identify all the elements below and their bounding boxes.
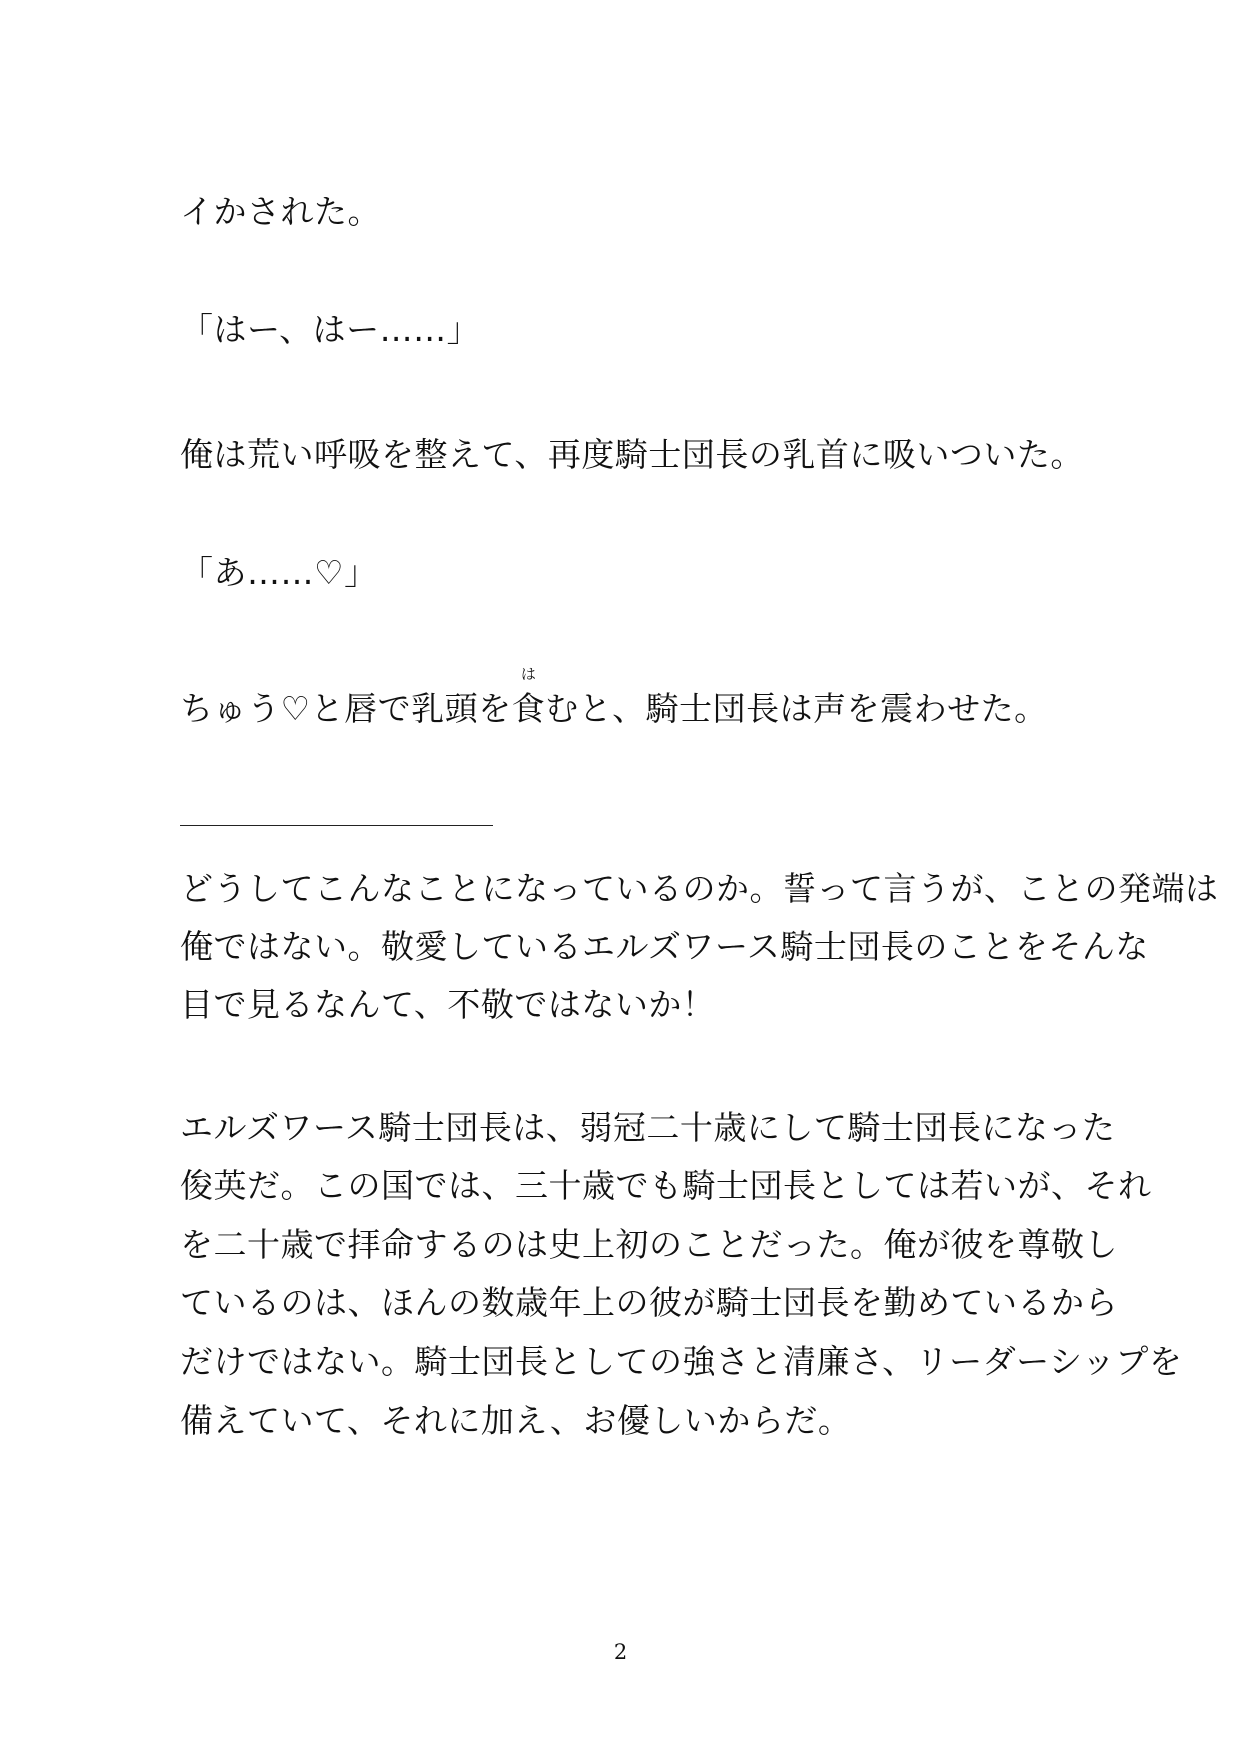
text-segment: ちゅう♡と唇で乳頭を [180, 689, 512, 728]
paragraph-line: を二十歳で拝命するのは史上初のことだった。俺が彼を尊敬し [180, 1225, 1118, 1264]
text-line: 「はー、はー……」 [180, 310, 481, 349]
paragraph-line: 俊英だ。この国では、三十歳でも騎士団長としては若いが、それ [180, 1166, 1152, 1205]
text-line: 俺は荒い呼吸を整えて、再度騎士団長の乳首に吸いついた。 [180, 435, 1084, 474]
page-number: 2 [613, 1640, 628, 1664]
paragraph-line: 備えていて、それに加え、お優しいからだ。 [180, 1401, 852, 1440]
text-line-with-ruby [180, 665, 1048, 729]
paragraph-line: 俺ではない。敬愛しているエルズワース騎士団長のことをそんな [180, 927, 1149, 966]
paragraph-line: どうしてこんなことになっているのか。誓って言うが、ことの発端は [180, 869, 1219, 908]
text-line: イかされた。 [180, 192, 381, 231]
ruby-base-text: 食 [511, 689, 546, 728]
paragraph-line: 目で見るなんて、不敬ではないか！ [180, 985, 716, 1024]
paragraph-line: だけではない。騎士団長としての強さと清廉さ、リーダーシップを [180, 1342, 1183, 1381]
section-divider [180, 825, 493, 826]
text-segment: むと、騎士団長は声を震わせた。 [545, 689, 1048, 728]
paragraph-line: エルズワース騎士団長は、弱冠二十歳にして騎士団長になった [180, 1108, 1116, 1147]
ruby-base [511, 665, 546, 729]
paragraph-line: ているのは、ほんの数歳年上の彼が騎士団長を勤めているから [180, 1283, 1118, 1322]
text-line: 「あ……♡」 [180, 553, 378, 592]
ruby-annotation: は [520, 665, 536, 683]
